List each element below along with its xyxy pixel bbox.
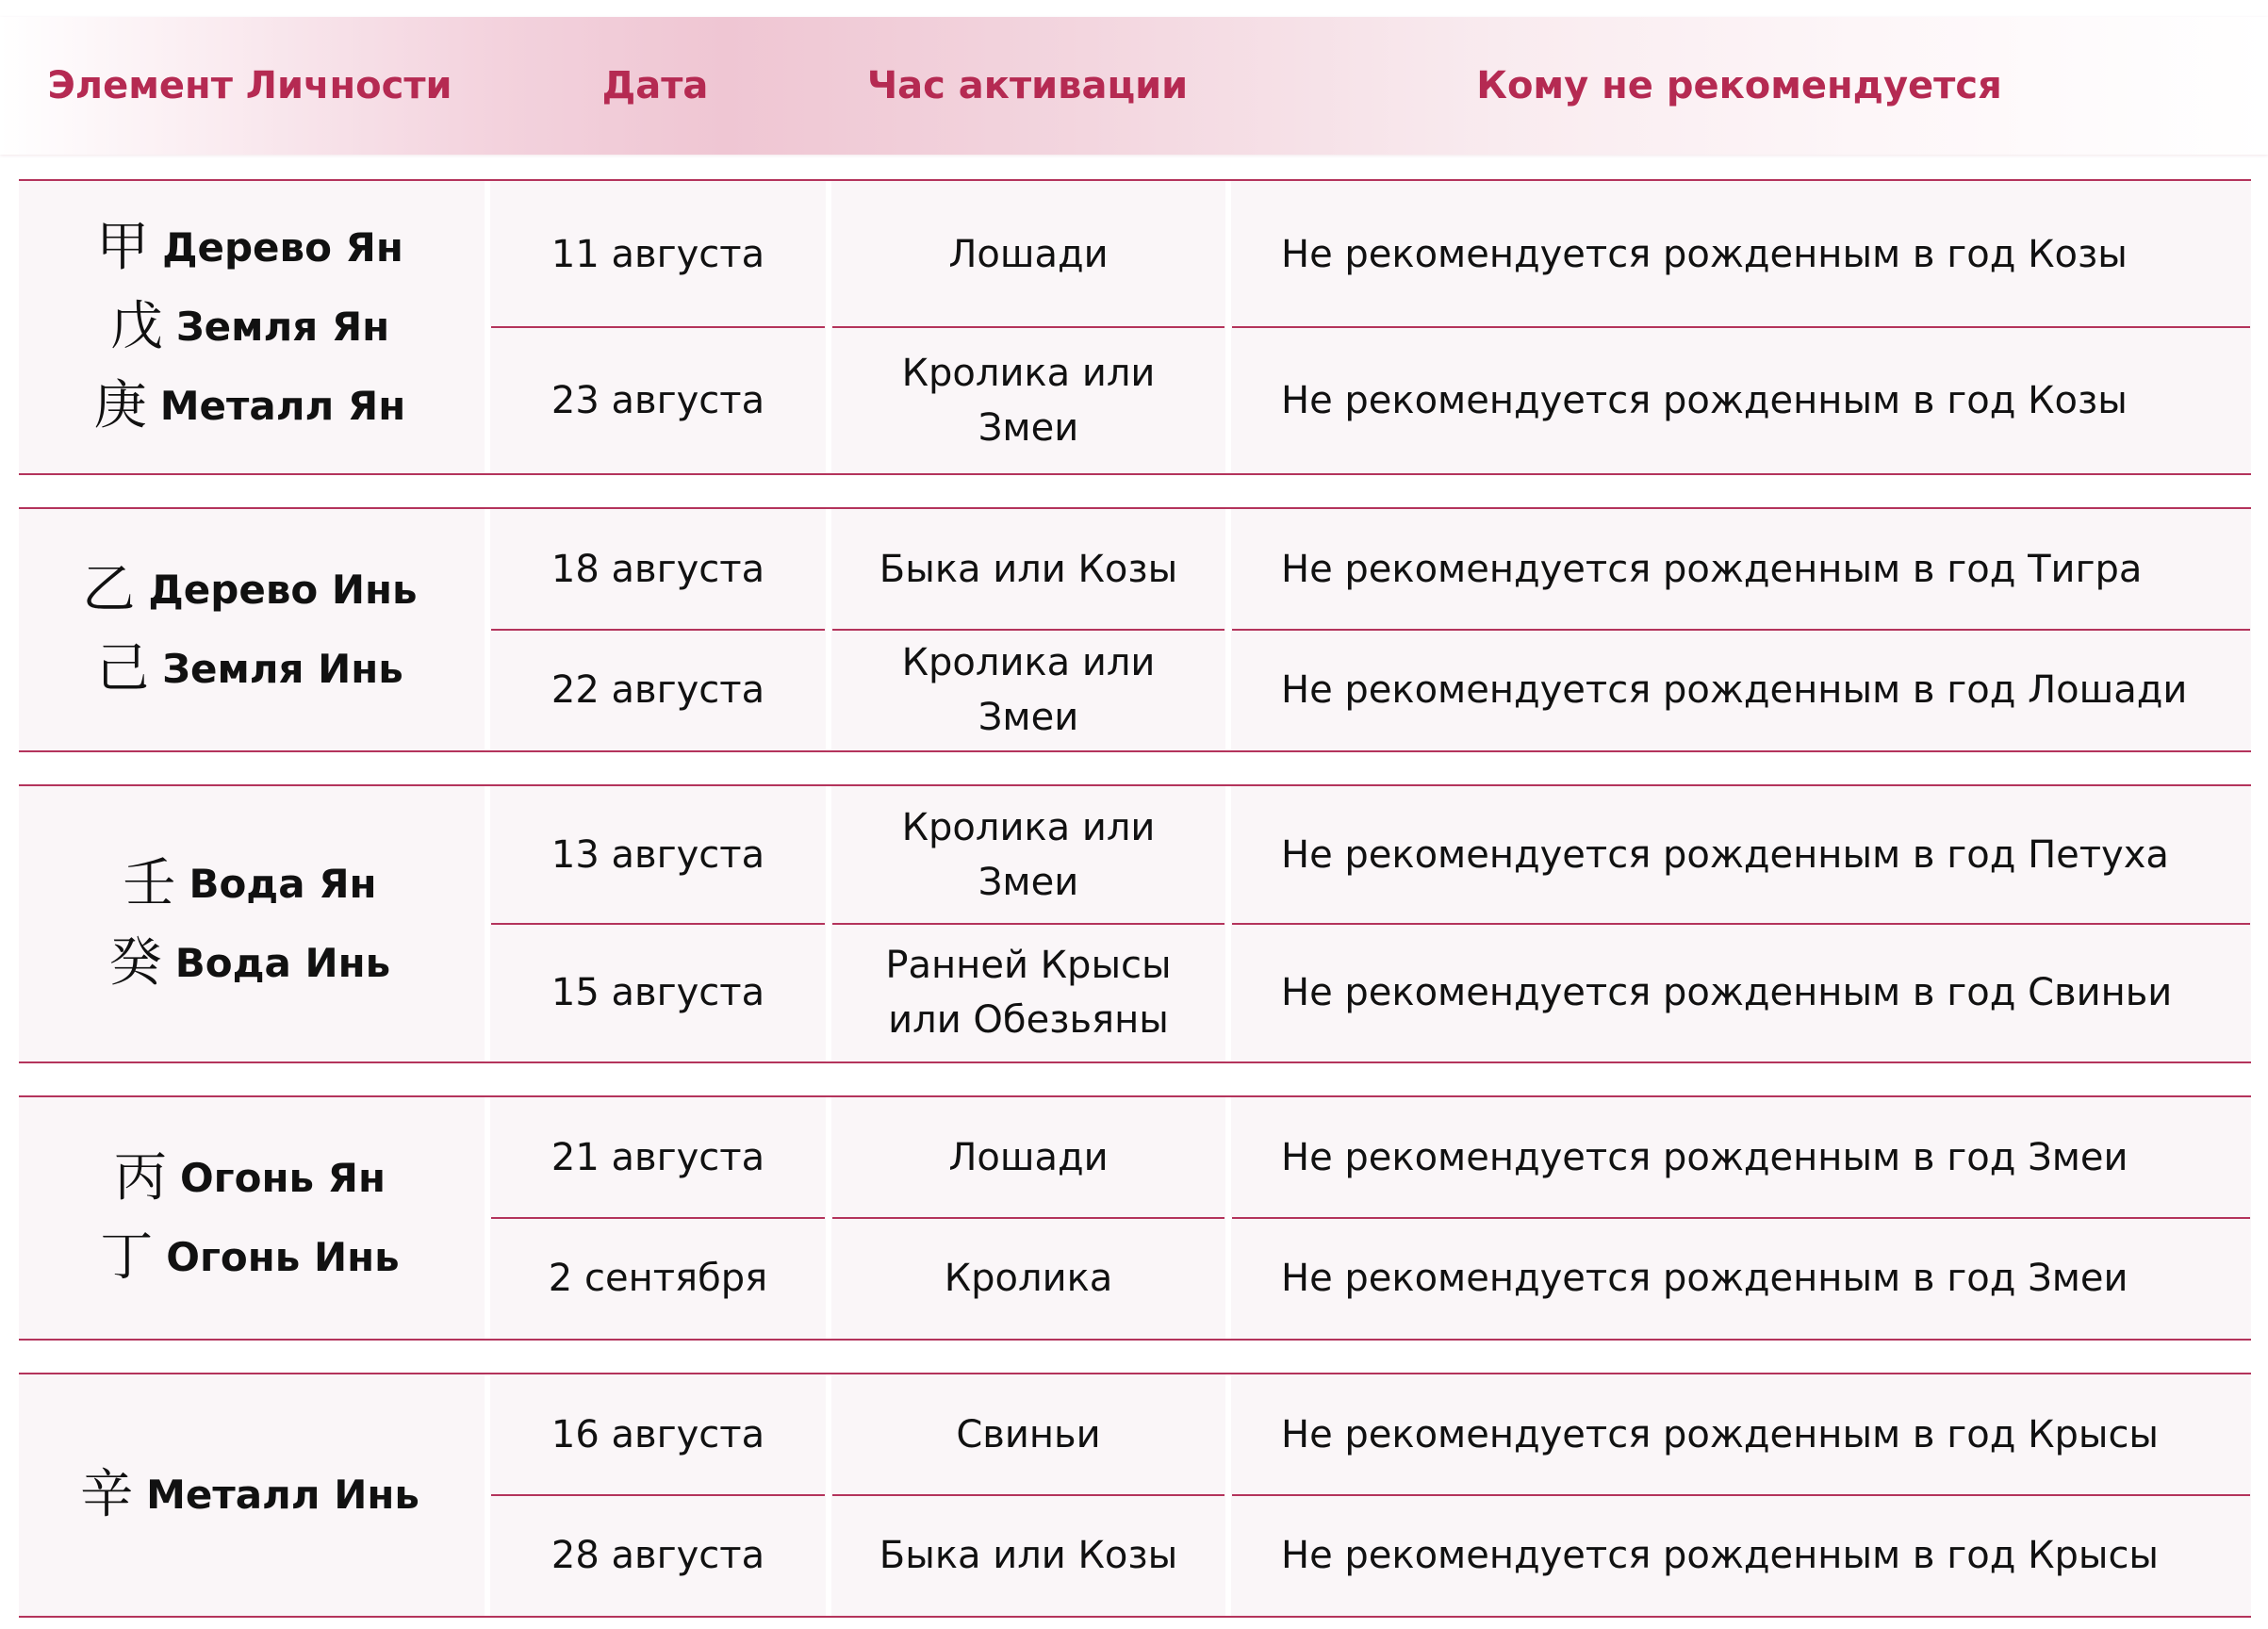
note-cell: Не рекомендуется рожденным в год Лошади: [1281, 668, 2188, 712]
element-hieroglyph: 己: [96, 638, 150, 699]
hour-cell: Свиньи: [956, 1413, 1101, 1456]
date-cell: 21 августа: [551, 1136, 765, 1179]
element-name: Металл Ян: [159, 383, 406, 429]
element-entry: [94, 367, 405, 446]
element-entry: [109, 924, 390, 1003]
element-cell: [19, 181, 481, 473]
element-entry: [82, 551, 417, 630]
element-entry: [96, 630, 403, 709]
hour-cell: Быка или Козы: [879, 1534, 1178, 1577]
date-cell: 18 августа: [551, 548, 765, 591]
element-name: Огонь Ян: [179, 1155, 386, 1201]
hour-cell: Кролика или Змеи: [901, 806, 1156, 904]
header-not-recommended: Кому не рекомендуется: [1476, 64, 2002, 107]
element-name: Огонь Инь: [166, 1234, 400, 1280]
hour-cell: Кролика или Змеи: [901, 351, 1156, 450]
element-group: [19, 179, 2251, 475]
element-name: Вода Инь: [174, 940, 391, 986]
element-cell: [19, 786, 481, 1061]
date-cell: 15 августа: [551, 971, 765, 1014]
date-cell: 22 августа: [551, 668, 765, 712]
element-hieroglyph: 戊: [109, 296, 163, 357]
element-name: Вода Ян: [189, 861, 377, 907]
element-hieroglyph: 癸: [108, 932, 162, 994]
table-header: [0, 17, 2268, 155]
note-cell: Не рекомендуется рожденным в год Петуха: [1281, 833, 2169, 877]
date-cell: 11 августа: [551, 232, 765, 276]
element-name: Металл Инь: [146, 1472, 419, 1518]
note-cell: Не рекомендуется рожденным в год Змеи: [1281, 1136, 2128, 1179]
header-date: Дата: [601, 64, 709, 107]
element-hieroglyph: 壬: [123, 853, 176, 914]
note-cell: Не рекомендуется рожденным в год Тигра: [1281, 548, 2143, 591]
element-hieroglyph: 丁: [100, 1226, 154, 1288]
element-hieroglyph: 甲: [96, 217, 150, 278]
date-cell: 28 августа: [551, 1534, 765, 1577]
element-entry: [100, 1218, 399, 1297]
element-hieroglyph: 庚: [93, 375, 147, 436]
header-element: Элемент Личности: [47, 64, 452, 107]
element-hieroglyph: 丙: [113, 1147, 167, 1209]
hour-cell: Кролика или Змеи: [901, 641, 1156, 739]
hour-cell: Ранней Крысы или Обезьяны: [885, 944, 1172, 1042]
element-cell: [19, 1097, 481, 1339]
date-cell: 2 сентября: [548, 1257, 768, 1300]
element-entry: [114, 1139, 386, 1218]
hour-cell: Лошади: [948, 232, 1109, 276]
note-cell: Не рекомендуется рожденным в год Свиньи: [1281, 971, 2173, 1014]
date-cell: 13 августа: [551, 833, 765, 877]
element-hieroglyph: 乙: [82, 559, 136, 620]
header-hour: Час активации: [866, 64, 1189, 107]
element-name: Земля Ян: [175, 304, 390, 350]
note-cell: Не рекомендуется рожденным в год Козы: [1281, 378, 2128, 422]
element-name: Земля Инь: [162, 646, 403, 692]
element-cell: [19, 1374, 481, 1616]
date-cell: 16 августа: [551, 1413, 765, 1456]
element-hieroglyph: 辛: [80, 1464, 134, 1525]
hour-cell: Быка или Козы: [879, 548, 1178, 591]
element-entry: [80, 1456, 419, 1535]
element-group: [19, 784, 2251, 1063]
element-group: [19, 1373, 2251, 1618]
element-entry: [123, 845, 376, 924]
note-cell: Не рекомендуется рожденным в год Козы: [1281, 232, 2128, 276]
hour-cell: Лошади: [948, 1136, 1109, 1179]
note-cell: Не рекомендуется рожденным в год Крысы: [1281, 1534, 2160, 1577]
element-entry: [96, 208, 403, 288]
hour-cell: Кролика: [944, 1257, 1113, 1300]
element-group: [19, 1095, 2251, 1341]
element-cell: [19, 509, 481, 750]
element-name: Дерево Инь: [148, 567, 418, 613]
element-entry: [110, 288, 389, 367]
element-group: [19, 507, 2251, 752]
note-cell: Не рекомендуется рожденным в год Змеи: [1281, 1257, 2128, 1300]
element-name: Дерево Ян: [162, 224, 403, 271]
note-cell: Не рекомендуется рожденным в год Крысы: [1281, 1413, 2160, 1456]
date-cell: 23 августа: [551, 378, 765, 422]
